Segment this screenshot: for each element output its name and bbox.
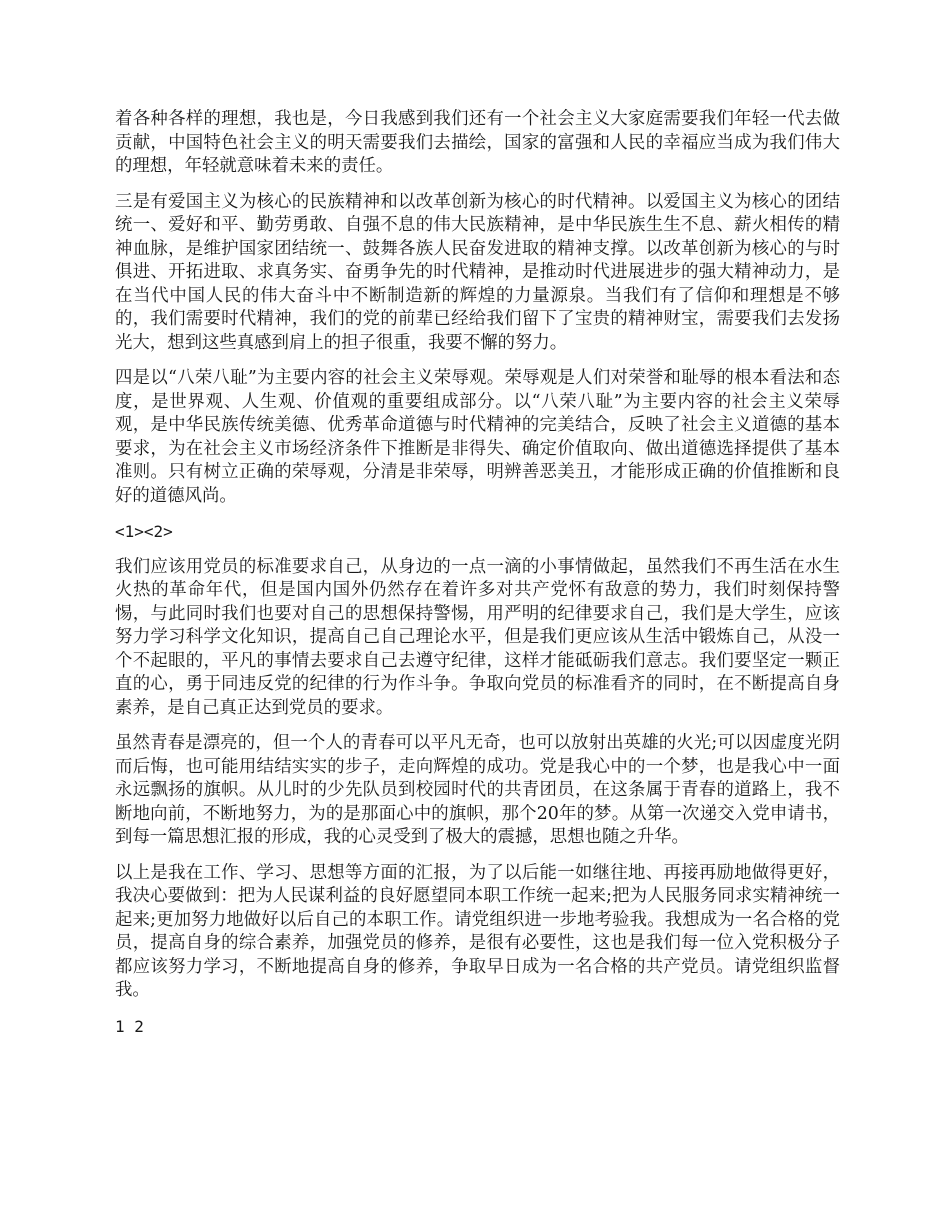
page-links-bottom[interactable]: 1 2 bbox=[115, 1016, 144, 1036]
paragraph-ideals: 着各种各样的理想，我也是，今日我感到我们还有一个社会主义大家庭需要我们年轻一代去做贡献，中国特色社会主义的明天需要我们去描绘，国家的富强和人民的幸福应当成为我们伟大的理想，年轻就意味着未来的责任。 bbox=[115, 109, 840, 176]
paragraph-youth: 虽然青春是漂亮的，但一个人的青春可以平凡无奇，也可以放射出英雄的火光;可以因虚度光阴而后悔，也可能用结结实实的步子，走向辉煌的成功。党是我心中的一个梦，也是我心中一面永远飘扬的旗帜。从儿时的少先队员到校园时代的共青团员，在这条属于青春的道路上，我不断地向前，不断地努力，为的是那面心中的旗帜，那个20年的梦。从第一次递交入党申请书，到每一篇思想汇报的形成，我的心灵受到了极大的震撼，思想也随之升华。 bbox=[115, 733, 840, 847]
page-links-top[interactable]: <1><2> bbox=[115, 522, 173, 541]
paragraph-party-standards: 我们应该用党员的标准要求自己，从身边的一点一滴的小事情做起，虽然我们不再生活在水生火热的革命年代，但是国内国外仍然存在着许多对共产党怀有敌意的势力，我们时刻保持警惕，与此同时我们也要对自己的思想保持警惕，用严明的纪律要求自己，我们是大学生，应该努力学习科学文化知识，提高自己自己理论水平，但是我们更应该从生活中锻炼自己，从没一个不起眼的，平凡的事情去要求自己去遵守纪律，这样才能砥砺我们意志。我们要坚定一颗正直的心，勇于同违反党的纪律的行为作斗争。争取向党员的标准看齐的同时，在不断提高自身素养，是自己真正达到党员的要求。 bbox=[115, 556, 840, 718]
paragraph-conclusion: 以上是我在工作、学习、思想等方面的汇报，为了以后能一如继往地、再接再励地做得更好，我决心要做到：把为人民谋利益的良好愿望同本职工作统一起来;把为人民服务同求实精神统一起来;更加努力地做好以后自己的本职工作。请党组织进一步地考验我。我想成为一名合格的党员，提高自身的综合素养，加强党员的修养，是很有必要性，这也是我们每一位入党积极分子都应该努力学习，不断地提高自身的修养，争取早日成为一名合格的共产党员。请党组织监督我。 bbox=[115, 862, 840, 1000]
paragraph-honor-shame: 四是以“八荣八耻”为主要内容的社会主义荣辱观。荣辱观是人们对荣誉和耻辱的根本看法和态度，是世界观、人生观、价值观的重要组成部分。以“八荣八耻”为主要内容的社会主义荣辱观，是中华民族传统美德、优秀革命道德与时代精神的完美结合，反映了社会主义道德的基本要求，为在社会主义市场经济条件下推断是非得失、确定价值取向、做出道德选择提供了基本准则。只有树立正确的荣辱观，分清是非荣辱，明辨善恶美丑，才能形成正确的价值推断和良好的道德风尚。 bbox=[115, 368, 840, 506]
paragraph-national-spirit: 三是有爱国主义为核心的民族精神和以改革创新为核心的时代精神。以爱国主义为核心的团结统一、爱好和平、勤劳勇敢、自强不息的伟大民族精神，是中华民族生生不息、薪火相传的精神血脉，是维护国家团结统一、鼓舞各族人民奋发进取的精神支撑。以改革创新为核心的与时俱进、开拓进取、求真务实、奋勇争先的时代精神，是推动时代进展进步的强大精神动力，是在当代中国人民的伟大奋斗中不断制造新的辉煌的力量源泉。当我们有了信仰和理想是不够的，我们需要时代精神，我们的党的前辈已经给我们留下了宝贵的精神财宝，需要我们去发扬光大，想到这些真感到肩上的担子很重，我要不懈的努力。 bbox=[115, 191, 840, 353]
document-body bbox=[115, 108, 840, 1050]
